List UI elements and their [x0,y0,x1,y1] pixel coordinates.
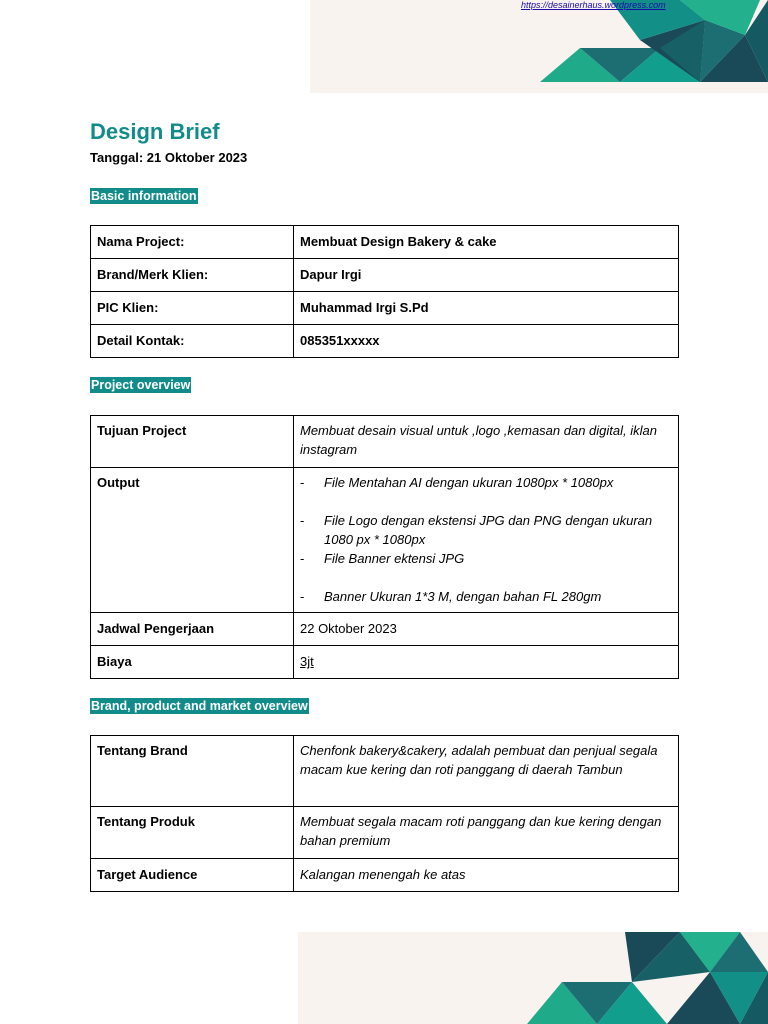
value-nama-project: Membuat Design Bakery & cake [294,226,679,259]
label-brand-klien: Brand/Merk Klien: [91,259,294,292]
output-list [300,473,672,606]
basic-information-table [90,225,679,358]
label-tujuan-project: Tujuan Project [91,416,294,468]
table-row [91,325,679,358]
table-row [91,468,679,613]
value-biaya [294,646,679,679]
table-row [91,226,679,259]
list-item: - File Banner ektensi JPG [300,549,672,568]
value-output [294,468,679,613]
label-detail-kontak: Detail Kontak: [91,325,294,358]
source-link[interactable]: https://desainerhaus.wordpress.com [521,0,666,10]
top-decorative-banner [0,0,768,93]
value-detail-kontak: 085351xxxxx [294,325,679,358]
section-heading-brand-product-market: Brand, product and market overview [91,699,308,713]
list-item: - File Logo dengan ekstensi JPG dan PNG dengan ukuran 1080 px * 1080px [300,511,672,549]
section-heading-project-overview: Project overview [91,378,191,392]
list-item: - Banner Ukuran 1*3 M, dengan bahan FL 280gm [300,587,672,606]
label-nama-project: Nama Project: [91,226,294,259]
value-tentang-brand: Chenfonk bakery&cakery, adalah pembuat dan penjual segala macam kue kering dan roti panggang di daerah Tambun [294,736,679,807]
label-tentang-brand: Tentang Brand [91,736,294,807]
table-row [91,646,679,679]
biaya-amount: 3jt [300,654,314,669]
table-row [91,292,679,325]
bottom-decorative-banner [0,932,768,1024]
table-row [91,807,679,859]
table-row [91,416,679,468]
value-pic-klien: Muhammad Irgi S.Pd [294,292,679,325]
brand-overview-table [90,735,679,892]
label-target-audience: Target Audience [91,859,294,892]
value-brand-klien: Dapur Irgi [294,259,679,292]
value-target-audience: Kalangan menengah ke atas [294,859,679,892]
label-pic-klien: PIC Klien: [91,292,294,325]
table-row [91,613,679,646]
section-heading-basic-information: Basic information [91,189,197,203]
table-row [91,259,679,292]
bottom-triangle-pattern [0,932,768,1024]
value-jadwal-pengerjaan: 22 Oktober 2023 [294,613,679,646]
document-title: Design Brief [90,119,220,144]
label-tentang-produk: Tentang Produk [91,807,294,859]
value-tentang-produk: Membuat segala macam roti panggang dan kue kering dengan bahan premium [294,807,679,859]
project-overview-table [90,415,679,679]
label-biaya: Biaya [91,646,294,679]
label-jadwal-pengerjaan: Jadwal Pengerjaan [91,613,294,646]
table-row [91,736,679,807]
value-tujuan-project: Membuat desain visual untuk ,logo ,kemasan dan digital, iklan instagram [294,416,679,468]
list-item: - File Mentahan AI dengan ukuran 1080px * 1080px [300,473,672,492]
label-output: Output [91,468,294,613]
document-date: Tanggal: 21 Oktober 2023 [90,150,248,165]
top-triangle-pattern [0,0,768,93]
table-row [91,859,679,892]
